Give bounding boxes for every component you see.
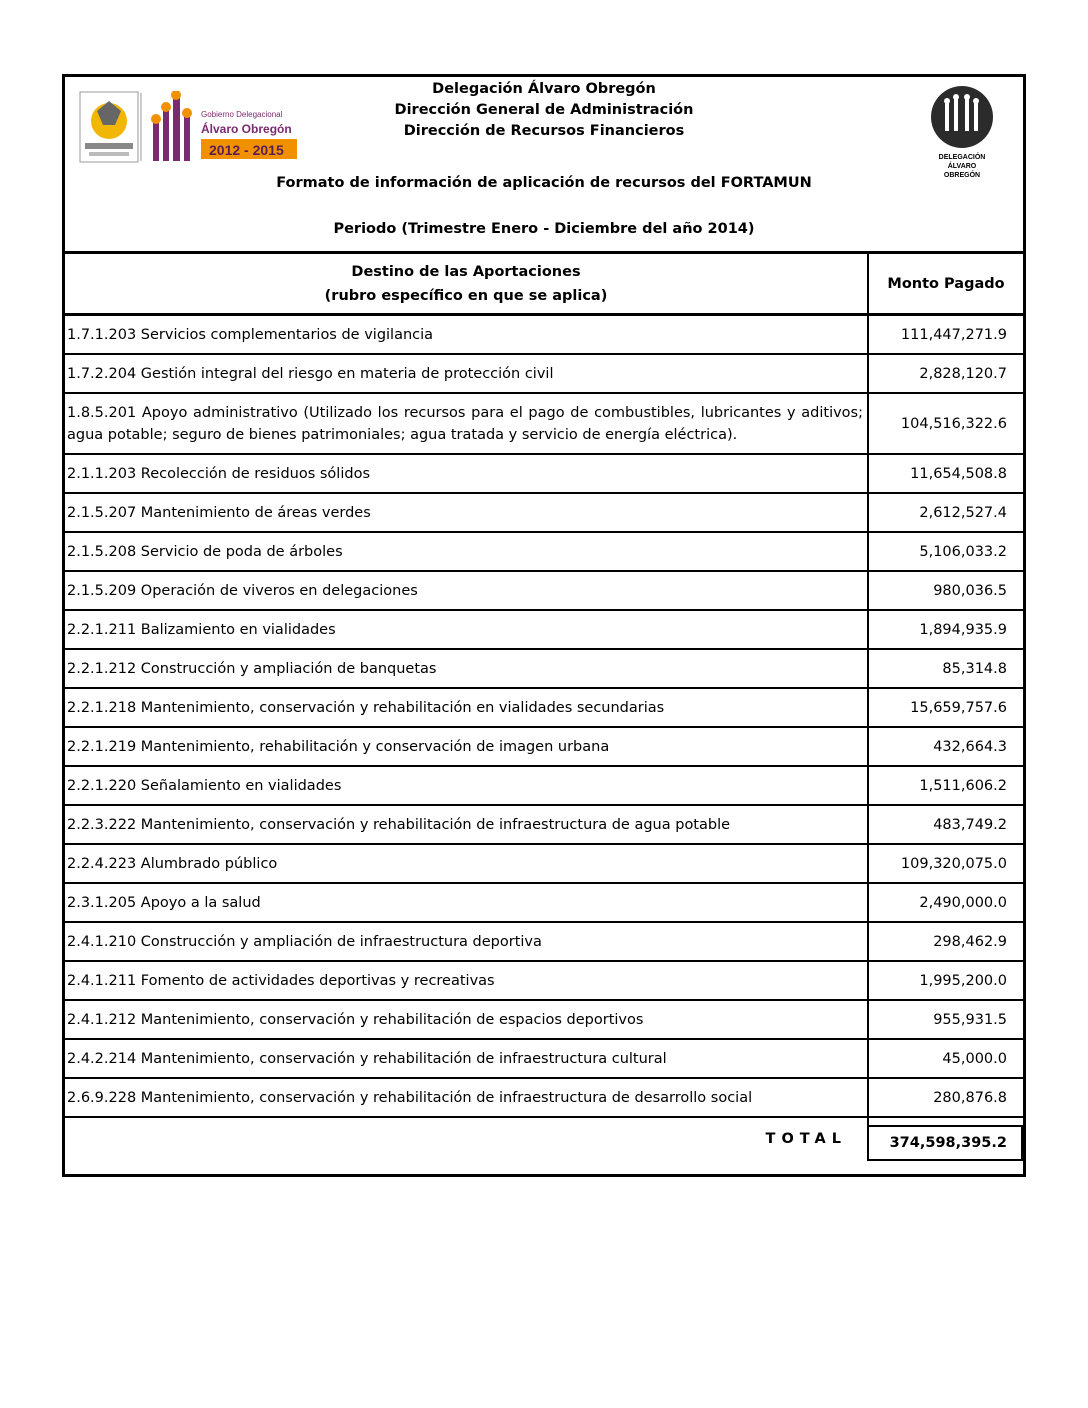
row-description-text: 2.2.1.211 Balizamiento en vialidades — [67, 621, 336, 638]
row-amount: 1,995,200.0 — [919, 972, 1007, 989]
header-direccion-recursos: Dirección de Recursos Financieros — [403, 123, 685, 139]
row-description-text: 1.8.5.201 Apoyo administrativo (Utilizado los recursos para el pago de combustibles, lubricantes y aditivos; agua potable; seguro de bienes patrimoniales; agua tratada y servicio de energía eléctrica). — [67, 404, 863, 443]
column-header-destino-line2: (rubro específico en que se aplica) — [324, 288, 608, 304]
row-description — [67, 923, 863, 960]
row-description-text: 2.2.1.219 Mantenimiento, rehabilitación y conservación de imagen urbana — [67, 738, 610, 755]
row-amount: 2,490,000.0 — [919, 894, 1007, 911]
row-amount: 298,462.9 — [933, 933, 1007, 950]
table-row — [65, 316, 1023, 355]
total-label: TOTAL — [765, 1131, 847, 1147]
row-description-text: 1.7.2.204 Gestión integral del riesgo en materia de protección civil — [67, 365, 554, 382]
header-delegacion: Delegación Álvaro Obregón — [432, 81, 656, 97]
delegacion-seal-logo — [927, 85, 997, 180]
row-amount: 85,314.8 — [942, 660, 1007, 677]
row-description-text: 2.2.3.222 Mantenimiento, conservación y rehabilitación de infraestructura de agua potable — [67, 816, 731, 833]
table-row — [65, 884, 1023, 923]
svg-text:Gobierno Delegacional: Gobierno Delegacional — [201, 110, 283, 119]
document-frame — [62, 74, 1026, 1177]
row-amount: 5,106,033.2 — [919, 543, 1007, 560]
table-row — [65, 1001, 1023, 1040]
table-row — [65, 1040, 1023, 1079]
row-description — [67, 394, 863, 453]
row-description-text: 2.4.1.211 Fomento de actividades deportivas y recreativas — [67, 972, 495, 989]
table-row — [65, 572, 1023, 611]
row-amount: 280,876.8 — [933, 1089, 1007, 1106]
row-description-text: 2.1.5.208 Servicio de poda de árboles — [67, 543, 343, 560]
seal-text-3: OBREGÓN — [943, 172, 981, 179]
row-description-text: 2.2.1.218 Mantenimiento, conservación y rehabilitación en vialidades secundarias — [67, 699, 665, 716]
row-description-text: 2.4.1.210 Construcción y ampliación de infraestructura deportiva — [67, 933, 542, 950]
document-header — [65, 77, 1023, 254]
row-amount: 483,749.2 — [933, 816, 1007, 833]
table-row — [65, 767, 1023, 806]
table-row — [65, 650, 1023, 689]
table-row — [65, 845, 1023, 884]
header-direccion-general: Dirección General de Administración — [394, 102, 694, 118]
seal-text-1: DELEGACIÓN — [938, 154, 986, 161]
row-description-text: 2.2.1.212 Construcción y ampliación de banquetas — [67, 660, 437, 677]
svg-text:Álvaro Obregón: Álvaro Obregón — [201, 122, 292, 136]
row-description — [67, 494, 863, 531]
row-description-text: 2.2.4.223 Alumbrado público — [67, 855, 278, 872]
row-description — [67, 767, 863, 804]
row-description — [67, 533, 863, 570]
table-row — [65, 533, 1023, 572]
row-description — [67, 689, 863, 726]
table-row — [65, 962, 1023, 1001]
column-header-destino-line1: Destino de las Aportaciones — [351, 264, 581, 280]
row-amount: 955,931.5 — [933, 1011, 1007, 1028]
table-row — [65, 494, 1023, 533]
row-amount: 15,659,757.6 — [910, 699, 1007, 716]
row-amount: 111,447,271.9 — [900, 326, 1007, 343]
row-amount: 2,612,527.4 — [919, 504, 1007, 521]
row-amount: 980,036.5 — [933, 582, 1007, 599]
table-row — [65, 394, 1023, 455]
row-amount: 2,828,120.7 — [919, 365, 1007, 382]
row-description — [67, 806, 863, 843]
row-amount: 109,320,075.0 — [900, 855, 1007, 872]
row-description-text: 2.2.1.220 Señalamiento en vialidades — [67, 777, 342, 794]
row-description-text: 2.1.5.209 Operación de viveros en delegaciones — [67, 582, 418, 599]
row-amount: 1,511,606.2 — [919, 777, 1007, 794]
row-description — [67, 316, 863, 353]
row-description-text: 2.6.9.228 Mantenimiento, conservación y rehabilitación de infraestructura de desarrollo social — [67, 1089, 753, 1106]
row-description — [67, 884, 863, 921]
row-description — [67, 1001, 863, 1038]
table-row — [65, 355, 1023, 394]
row-description — [67, 611, 863, 648]
seal-text-2: ÁLVARO — [947, 163, 977, 170]
row-description-text: 2.4.2.214 Mantenimiento, conservación y rehabilitación de infraestructura cultural — [67, 1050, 667, 1067]
column-header-monto: Monto Pagado — [887, 275, 1005, 292]
total-amount: 374,598,395.2 — [867, 1125, 1023, 1161]
table-row — [65, 728, 1023, 767]
row-description-text: 1.7.1.203 Servicios complementarios de vigilancia — [67, 326, 434, 343]
row-description-text: 2.1.1.203 Recolección de residuos sólidos — [67, 465, 370, 482]
row-description — [67, 650, 863, 687]
row-description-text: 2.1.5.207 Mantenimiento de áreas verdes — [67, 504, 371, 521]
row-amount: 432,664.3 — [933, 738, 1007, 755]
row-amount: 11,654,508.8 — [910, 465, 1007, 482]
table-row — [65, 611, 1023, 650]
table-header — [65, 254, 1023, 316]
row-description — [67, 572, 863, 609]
row-description — [67, 962, 863, 999]
total-section — [65, 1109, 1023, 1177]
table-row — [65, 455, 1023, 494]
row-description — [67, 1040, 863, 1077]
row-description — [67, 355, 863, 392]
svg-text:2012 - 2015: 2012 - 2015 — [209, 142, 284, 158]
row-description — [67, 728, 863, 765]
row-description — [67, 845, 863, 882]
period-title: Periodo (Trimestre Enero - Diciembre del año 2014) — [333, 221, 755, 237]
table-row — [65, 689, 1023, 728]
row-amount: 45,000.0 — [942, 1050, 1007, 1067]
row-amount: 104,516,322.6 — [900, 415, 1007, 432]
table-row — [65, 923, 1023, 962]
format-title: Formato de información de aplicación de recursos del FORTAMUN — [276, 175, 812, 191]
table-body — [65, 316, 1023, 1118]
row-description — [67, 455, 863, 492]
row-amount: 1,894,935.9 — [919, 621, 1007, 638]
row-description-text: 2.3.1.205 Apoyo a la salud — [67, 894, 261, 911]
column-header-destino — [65, 260, 867, 308]
table-row — [65, 806, 1023, 845]
row-description-text: 2.4.1.212 Mantenimiento, conservación y rehabilitación de espacios deportivos — [67, 1011, 644, 1028]
